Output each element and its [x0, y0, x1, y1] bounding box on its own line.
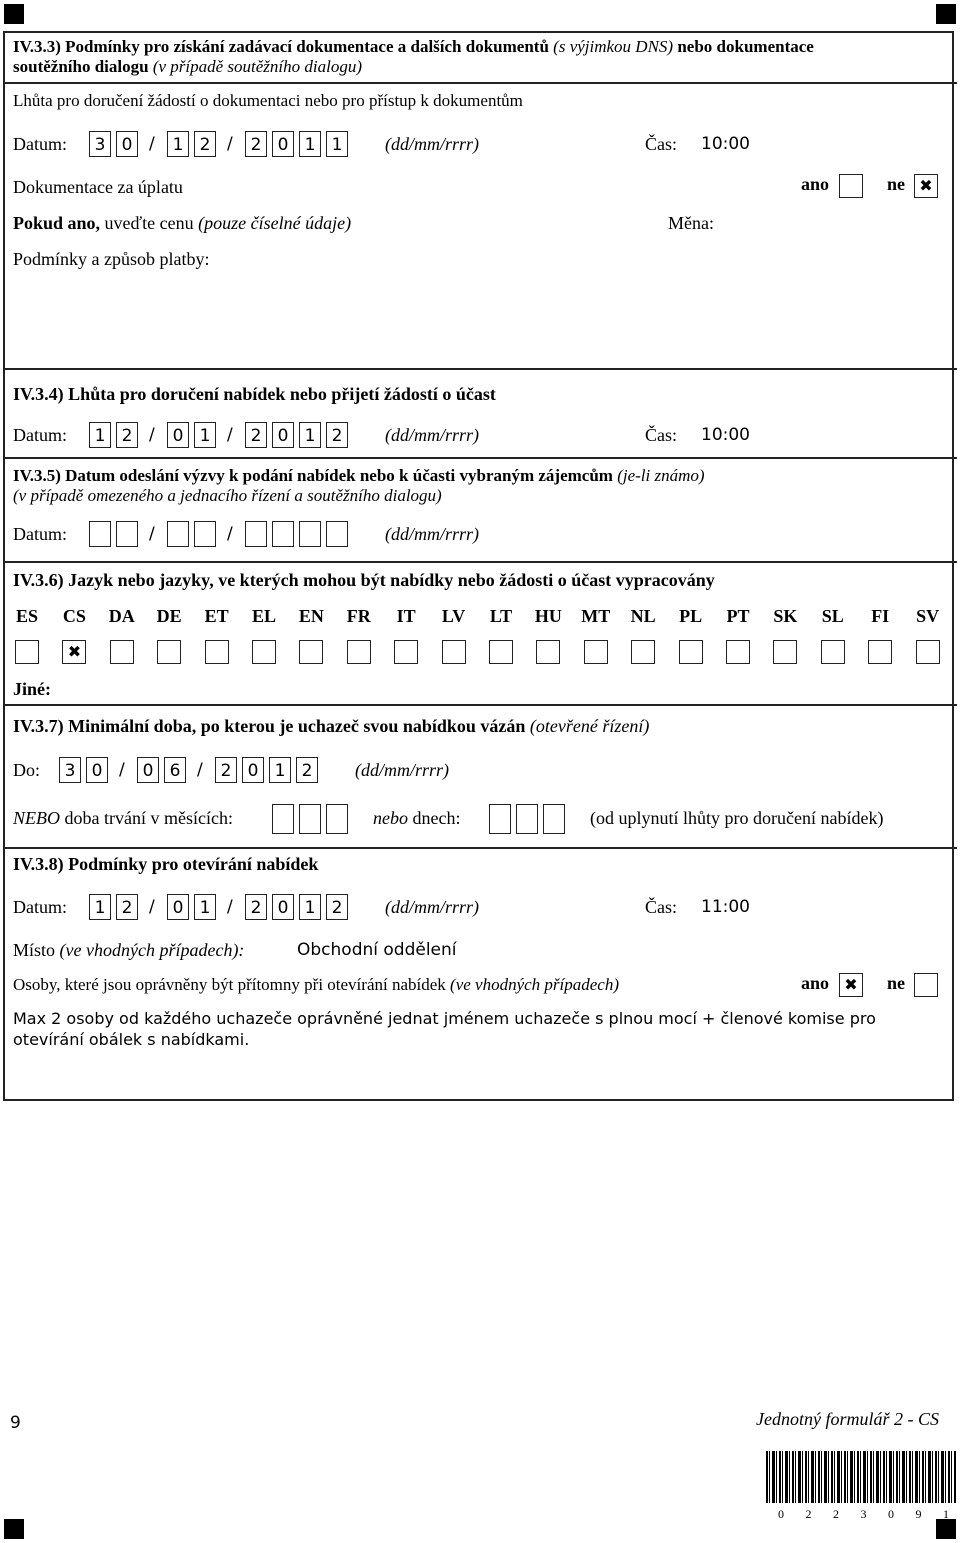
s4-date-format: (dd/mm/rrrr) [385, 425, 480, 445]
language-label-sv: SV [916, 606, 940, 626]
s4-date-digit-box[interactable]: 0 [167, 422, 189, 448]
language-checkbox-nl[interactable] [631, 640, 655, 664]
section-3-5-title: IV.3.5) Datum odeslání výzvy k podání nabídek nebo k účasti vybraným zájemcům (je-li známo) (v případě omezeného a jednacího řízení a soutěžního dialogu) [13, 466, 705, 505]
s3-date-digit-box[interactable]: 1 [299, 131, 321, 157]
s7-date-separator: / [197, 760, 203, 780]
barcode-digit: 1 [943, 1507, 949, 1521]
language-label-et: ET [204, 606, 229, 626]
language-label-mt: MT [581, 606, 611, 626]
language-checkbox-lv[interactable] [442, 640, 466, 664]
persons-label: Osoby, které jsou oprávněny být přítomny při otevírání nabídek (ve vhodných případech) [13, 975, 620, 994]
s8-date-digit-box[interactable]: 2 [116, 894, 138, 920]
paid-no-label: ne [887, 174, 905, 194]
language-label-cs: CS [62, 606, 86, 626]
s7-until-label: Do: [13, 760, 40, 780]
corner-marker-bottom-left [4, 1519, 24, 1539]
section-3-4-title: IV.3.4) Lhůta pro doručení nabídek nebo přijetí žádostí o účast [13, 384, 496, 404]
language-checkbox-it[interactable] [394, 640, 418, 664]
s8-date-separator: / [227, 897, 233, 917]
s8-time-value: 11:00 [701, 897, 750, 917]
s8-date-digit-box[interactable]: 1 [299, 894, 321, 920]
s7-date-digit-box[interactable]: 6 [164, 757, 186, 783]
corner-marker-top-right [936, 4, 956, 24]
s7-date-digit-box[interactable]: 2 [215, 757, 237, 783]
s3-date-digit-box[interactable]: 3 [89, 131, 111, 157]
s3-date-separator: / [227, 134, 233, 154]
persons-no-label: ne [887, 973, 905, 993]
s5-date-separator: / [149, 524, 155, 544]
s3-date-label: Datum: [13, 134, 67, 154]
language-label-pl: PL [679, 606, 703, 626]
s8-date-format: (dd/mm/rrrr) [385, 897, 480, 917]
s8-date-digit-box[interactable]: 0 [167, 894, 189, 920]
language-checkbox-es[interactable] [15, 640, 39, 664]
place-label: Místo (ve vhodných případech): [13, 940, 245, 960]
s7-date-format: (dd/mm/rrrr) [355, 760, 450, 780]
language-checkbox-en[interactable] [299, 640, 323, 664]
s5-date-digit-box[interactable] [167, 521, 189, 547]
s4-date-separator: / [149, 425, 155, 445]
s3-date-digit-box[interactable]: 1 [326, 131, 348, 157]
language-label-de: DE [156, 606, 182, 626]
barcode-digit: 0 [778, 1507, 784, 1521]
months-digit-box[interactable] [326, 804, 348, 834]
s3-time-label: Čas: [645, 134, 678, 154]
section-3-4-divider [3, 368, 957, 370]
language-checkbox-fi[interactable] [868, 640, 892, 664]
barcode [766, 1451, 956, 1503]
price-label: Pokud ano, uveďte cenu (pouze číselné údaje) [13, 213, 352, 233]
months-digit-box[interactable] [299, 804, 321, 834]
s3-date-digit-box[interactable]: 0 [116, 131, 138, 157]
language-checkbox-hu[interactable] [536, 640, 560, 664]
s7-date-digit-box[interactable]: 3 [59, 757, 81, 783]
s5-date-format: (dd/mm/rrrr) [385, 524, 480, 544]
s3-date-digit-box[interactable]: 1 [167, 131, 189, 157]
s8-date-digit-box[interactable]: 2 [245, 894, 267, 920]
barcode-digit: 0 [888, 1507, 894, 1521]
s4-date-separator: / [227, 425, 233, 445]
s3-date-digit-box[interactable]: 2 [245, 131, 267, 157]
from-label: (od uplynutí lhůty pro doručení nabídek) [590, 808, 884, 828]
section-3-3-title: IV.3.3) Podmínky pro získání zadávací dokumentace a dalších dokumentů (s výjimkou DNS) nebo dokumentace soutěžního dialogu (v případě soutěžního dialogu) [13, 37, 814, 76]
section-3-7-title: IV.3.7) Minimální doba, po kterou je uchazeč svou nabídkou vázán (otevřené řízení) [13, 716, 650, 736]
s7-date-digit-box[interactable]: 0 [86, 757, 108, 783]
language-label-pt: PT [726, 606, 750, 626]
barcode-digit: 2 [805, 1507, 812, 1521]
s3-date-format: (dd/mm/rrrr) [385, 134, 480, 154]
persons-yes-checkbox[interactable]: ✖ [839, 973, 863, 997]
language-checkbox-lt[interactable] [489, 640, 513, 664]
s4-date-digit-box[interactable]: 2 [116, 422, 138, 448]
corner-marker-top-left [4, 4, 24, 24]
s8-date-digit-box[interactable]: 2 [326, 894, 348, 920]
paid-no-checkbox[interactable]: ✖ [914, 174, 938, 198]
corner-marker-bottom-right [936, 1519, 956, 1539]
language-checkbox-sv[interactable] [916, 640, 940, 664]
s5-date-digit-box[interactable] [194, 521, 216, 547]
language-label-sl: SL [821, 606, 844, 626]
s4-date-digit-box[interactable]: 2 [245, 422, 267, 448]
days-digit-box[interactable] [489, 804, 511, 834]
form-name: Jednotný formulář 2 - CS [756, 1409, 939, 1429]
persons-yes-label: ano [801, 973, 830, 993]
s3-date-digit-box[interactable]: 0 [272, 131, 294, 157]
s7-date-digit-box[interactable]: 0 [242, 757, 264, 783]
s4-date-digit-box[interactable]: 2 [326, 422, 348, 448]
language-checkbox-pt[interactable] [726, 640, 750, 664]
language-label-fr: FR [346, 606, 371, 626]
s5-date-digit-box[interactable] [245, 521, 267, 547]
language-checkbox-cs[interactable]: ✖ [62, 640, 86, 664]
language-label-es: ES [15, 606, 39, 626]
s4-date-digit-box[interactable]: 1 [194, 422, 216, 448]
s8-time-label: Čas: [645, 897, 678, 917]
s4-time-value: 10:00 [701, 425, 750, 445]
s4-date-digit-box[interactable]: 0 [272, 422, 294, 448]
currency-label: Měna: [668, 213, 714, 233]
language-label-da: DA [108, 606, 135, 626]
language-label-nl: NL [630, 606, 656, 626]
section-3-8-divider [3, 847, 957, 849]
s7-date-digit-box[interactable]: 2 [296, 757, 318, 783]
language-checkbox-et[interactable] [205, 640, 229, 664]
page-number: 9 [10, 1413, 21, 1433]
payment-label: Podmínky a způsob platby: [13, 249, 210, 269]
s8-date-digit-box[interactable]: 0 [272, 894, 294, 920]
language-label-en: EN [298, 606, 324, 626]
language-checkbox-de[interactable] [157, 640, 181, 664]
s7-date-separator: / [119, 760, 125, 780]
s5-date-separator: / [227, 524, 233, 544]
language-checkbox-mt[interactable] [584, 640, 608, 664]
language-label-lv: LV [441, 606, 466, 626]
months-label: NEBO doba trvání v měsících: [13, 808, 233, 828]
persons-no-checkbox[interactable] [914, 973, 938, 997]
paid-label: Dokumentace za úplatu [13, 177, 183, 197]
s4-date-label: Datum: [13, 425, 67, 445]
s5-date-digit-box[interactable] [299, 521, 321, 547]
deadline-label: Lhůta pro doručení žádostí o dokumentaci nebo pro přístup k dokumentům [13, 91, 523, 110]
s5-date-digit-box[interactable] [89, 521, 111, 547]
barcode-digit: 2 [833, 1507, 839, 1521]
s5-date-digit-box[interactable] [272, 521, 294, 547]
s8-date-label: Datum: [13, 897, 67, 917]
s7-date-digit-box[interactable]: 1 [269, 757, 291, 783]
language-label-fi: FI [871, 606, 890, 626]
days-label: nebo dnech: [373, 808, 461, 828]
s4-date-digit-box[interactable]: 1 [299, 422, 321, 448]
language-checkbox-sk[interactable] [773, 640, 797, 664]
language-label-el: EL [251, 606, 276, 626]
s5-date-digit-box[interactable] [326, 521, 348, 547]
persons-text: Max 2 osoby od každého uchazeče oprávněné jednat jménem uchazeče s plnou mocí + členové komise pro otevírání obálek s nabídkami. [13, 1009, 876, 1049]
paid-yes-label: ano [801, 174, 830, 194]
paid-yes-checkbox[interactable] [839, 174, 863, 198]
language-label-sk: SK [773, 606, 798, 626]
place-value: Obchodní oddělení [297, 940, 457, 960]
s7-date-digit-box[interactable]: 0 [137, 757, 159, 783]
s5-date-digit-box[interactable] [116, 521, 138, 547]
s8-date-digit-box[interactable]: 1 [89, 894, 111, 920]
s5-date-label: Datum: [13, 524, 67, 544]
language-label-it: IT [396, 606, 416, 626]
section-3-6-title: IV.3.6) Jazyk nebo jazyky, ve kterých mohou být nabídky nebo žádosti o účast vypracovány [13, 570, 715, 590]
s4-date-digit-box[interactable]: 1 [89, 422, 111, 448]
s3-date-digit-box[interactable]: 2 [194, 131, 216, 157]
s4-time-label: Čas: [645, 425, 678, 445]
section-3-7-divider [3, 704, 957, 706]
language-checkbox-da[interactable] [110, 640, 134, 664]
language-checkbox-fr[interactable] [347, 640, 371, 664]
language-label-hu: HU [534, 606, 562, 626]
barcode-digit: 3 [860, 1507, 867, 1521]
language-checkbox-el[interactable] [252, 640, 276, 664]
language-checkbox-pl[interactable] [679, 640, 703, 664]
section-3-6-divider [3, 561, 957, 563]
section-3-8-title: IV.3.8) Podmínky pro otevírání nabídek [13, 854, 319, 874]
months-digit-box[interactable] [272, 804, 294, 834]
section-3-3-divider [3, 82, 957, 84]
barcode-digit: 9 [915, 1507, 922, 1521]
section-3-5-divider [3, 457, 957, 459]
s3-date-separator: / [149, 134, 155, 154]
language-label-lt: LT [489, 606, 513, 626]
s8-date-separator: / [149, 897, 155, 917]
s8-date-digit-box[interactable]: 1 [194, 894, 216, 920]
language-checkbox-sl[interactable] [821, 640, 845, 664]
days-digit-box[interactable] [516, 804, 538, 834]
s3-time-value: 10:00 [701, 134, 750, 154]
other-language-label: Jiné: [13, 679, 51, 699]
days-digit-box[interactable] [543, 804, 565, 834]
